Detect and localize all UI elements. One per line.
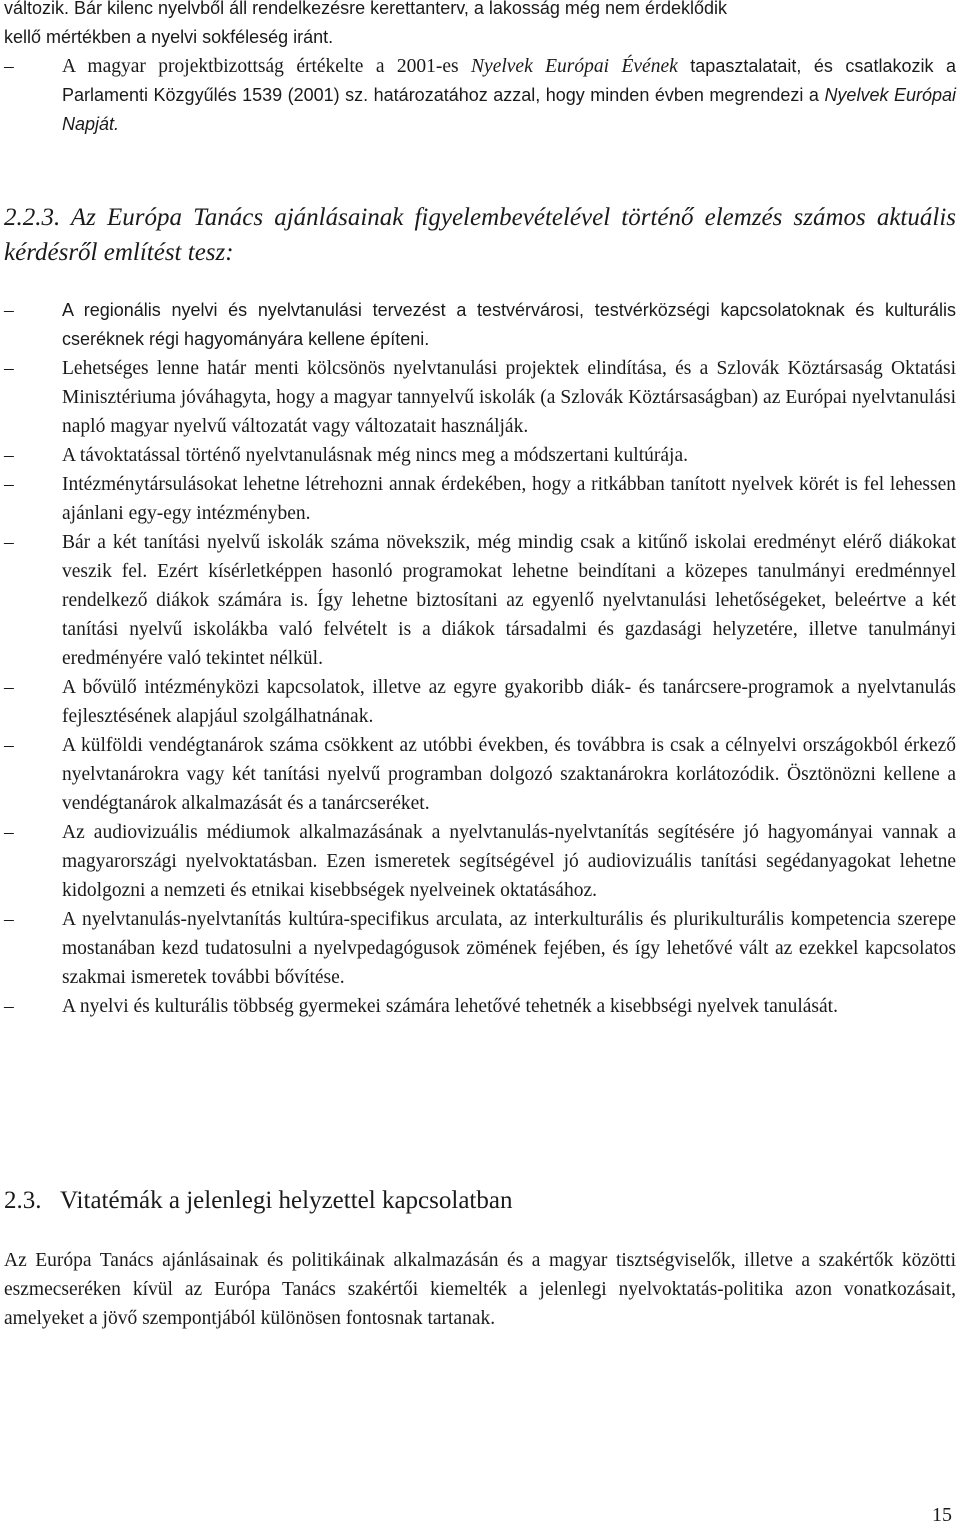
- intro-item-italic-2: Nyelvek Európai Napját.: [62, 85, 956, 134]
- dash-marker: –: [4, 735, 14, 756]
- list-item-text: Lehetséges lenne határ menti kölcsönös nyelvtanulási projektek elindítása, és a Szlovák Köztársaság Oktatási Minisztériuma jóváhagyta, hogy a magyar tannyelvű iskolák (a Szlovák Köztársaságban) az Európai nyelvtanulási napló magyar nyelvű változatát vagy változatait használják.: [62, 358, 956, 437]
- dash-marker: –: [4, 532, 14, 553]
- page-number: 15: [932, 1504, 952, 1526]
- list-item-text: Az audiovizuális médiumok alkalmazásának a nyelvtanulás-nyelvtanítás segítésére jó hagyományai vannak a magyarországi nyelvoktatásban. Ezen ismeretek segítségével jó audiovizuális tanítási segédanyagokat lehetne kidolgozni a nemzeti és etnikai kisebbségek nyelveinek oktatásához.: [62, 822, 956, 901]
- issues-list: [4, 296, 956, 1021]
- dash-marker: –: [4, 56, 14, 77]
- intro-list-item: [4, 52, 956, 139]
- list-item: [4, 992, 956, 1021]
- intro-paragraph: [4, 0, 956, 52]
- list-item-text: A távoktatással történő nyelvtanulásnak még nincs meg a módszertani kultúrája.: [62, 445, 688, 466]
- list-item: [4, 296, 956, 354]
- dash-marker: –: [4, 300, 14, 321]
- list-item-text: A bővülő intézményközi kapcsolatok, illetve az egyre gyakoribb diák- és tanárcsere-programok a nyelvtanulás fejlesztésének alapjául szolgálhatnának.: [62, 677, 956, 727]
- intro-line-1: változik. Bár kilenc nyelvből áll rendelkezésre kerettanterv, a lakosság még nem érdeklődik: [4, 0, 728, 18]
- list-item: [4, 354, 956, 441]
- list-item: [4, 470, 956, 528]
- list-item: [4, 905, 956, 992]
- list-item: [4, 528, 956, 673]
- intro-item-text-1: A magyar projektbizottság értékelte a 2001-es: [62, 56, 472, 77]
- section-number: 2.3.: [4, 1187, 42, 1214]
- dash-marker: –: [4, 474, 14, 495]
- intro-item-italic-1: Nyelvek Európai Évének: [471, 56, 678, 77]
- section-heading: [4, 1183, 956, 1218]
- dash-marker: –: [4, 822, 14, 843]
- list-item-text: Bár a két tanítási nyelvű iskolák száma növekszik, még mindig csak a kitűnő iskolai eredményt elérő diákokat veszik fel. Ezért kísérletképpen hasonló programokat lehetne beindítani a közepes tanulmányi eredménnyel rendelkező diákok számára is. Így lehetne biztosítani az egyenlő nyelvtanulási lehetőségeket, beleértve a két tanítási nyelvű iskolákba való felvételt is a diákok társadalmi és gazdasági helyzetére, illetve tanulmányi eredményére való tekintet nélkül.: [62, 532, 956, 669]
- dash-marker: –: [4, 996, 14, 1017]
- intro-line-2: kellő mértékben a nyelvi sokféleség iránt.: [4, 27, 334, 47]
- section-title-text: Vitatémák a jelenlegi helyzettel kapcsolatban: [60, 1187, 513, 1214]
- dash-marker: –: [4, 445, 14, 466]
- list-item-text: A nyelvi és kulturális többség gyermekei számára lehetővé tehetnék a kisebbségi nyelvek tanulását.: [62, 996, 838, 1017]
- subsection-heading: 2.2.3. Az Európa Tanács ajánlásainak figyelembevételével történő elemzés számos aktuális kérdésről említést tesz:: [4, 204, 956, 266]
- list-item-text: A nyelvtanulás-nyelvtanítás kultúra-specifikus arculata, az interkulturális és plurikulturális kompetencia szerepe mostanában kezd tudatosulni a nyelvpedagógusok zömének fejében, és így lehetővé vált az ezekkel kapcsolatos szakmai ismeretek további bővítése.: [62, 909, 956, 988]
- dash-marker: –: [4, 909, 14, 930]
- intro-block: [4, 0, 956, 139]
- intro-item-text-2: tapasztalatait, és csatlakozik a Parlamenti Közgyűlés 1539 (2001) sz. határozatához azzal, hogy minden évben megrendezi a: [62, 56, 957, 105]
- dash-marker: –: [4, 677, 14, 698]
- list-item: [4, 673, 956, 731]
- list-item-text: A regionális nyelvi és nyelvtanulási tervezést a testvérvárosi, testvérközségi kapcsolatoknak és kulturális cseréknek régi hagyományára kellene építeni.: [62, 300, 956, 349]
- dash-marker: –: [4, 358, 14, 379]
- list-item: [4, 731, 956, 818]
- closing-paragraph: Az Európa Tanács ajánlásainak és politikáinak alkalmazásán és a magyar tisztségviselők, illetve a szakértők közötti eszmecseréken kívül az Európa Tanács szakértői kiemelték a jelenlegi nyelvoktatás-politika azon vonatkozásait, amelyeket a jövő szempontjából különösen fontosnak tartanak.: [4, 1250, 956, 1329]
- list-item-text: Intézménytársulásokat lehetne létrehozni annak érdekében, hogy a ritkábban tanított nyelvek körét is fel lehessen ajánlani egy-egy intézményben.: [62, 474, 956, 524]
- list-item: [4, 441, 956, 470]
- list-item-text: A külföldi vendégtanárok száma csökkent az utóbbi években, és továbbra is csak a célnyelvi országokból érkező nyelvtanárokra vagy két tanítási nyelvű programban dolgozó szaktanárokra korlátozódik. Ösztönözni kellene a vendégtanárok alkalmazását és a tanárcseréket.: [62, 735, 956, 814]
- list-item: [4, 818, 956, 905]
